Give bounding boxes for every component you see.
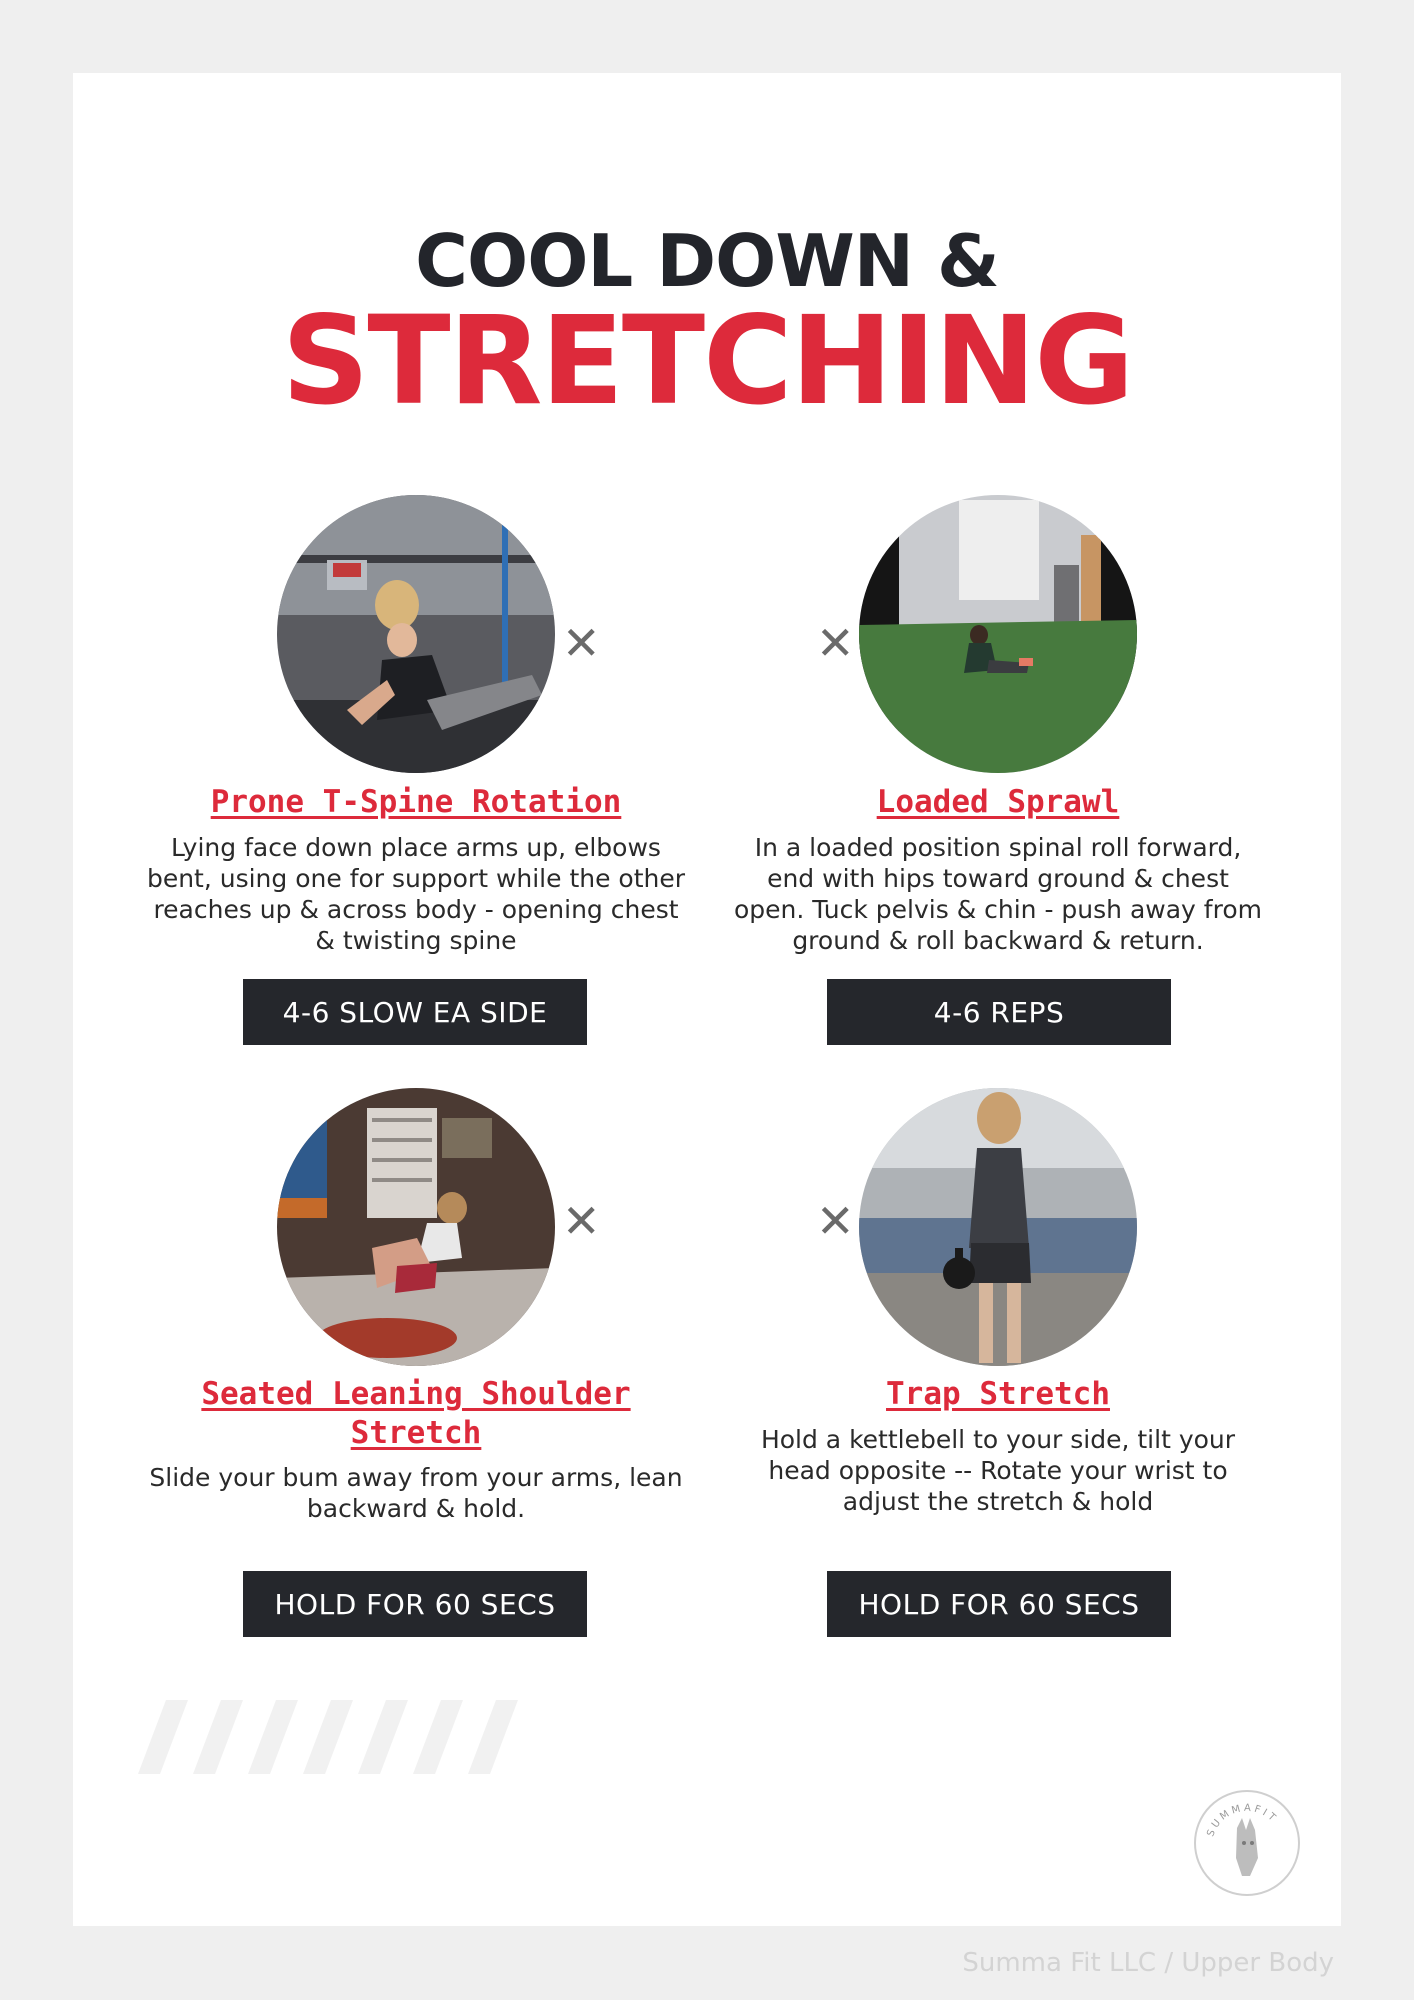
exercise-description: Lying face down place arms up, elbows bent, using one for support while the other reaches up & across body - opening chest & twisting spine xyxy=(146,833,686,955)
close-icon[interactable]: ✕ xyxy=(816,616,855,670)
footer-text: Summa Fit LLC / Upper Body xyxy=(962,1948,1334,1978)
exercise-prescription-badge: 4-6 REPS xyxy=(827,979,1171,1045)
title-line-1: COOL DOWN & xyxy=(415,219,999,303)
exercise-photo-seated-shoulder-stretch xyxy=(277,1088,555,1366)
logo-text: SUMMAFIT xyxy=(1205,1802,1280,1839)
exercise-title: Seated Leaning Shoulder Stretch xyxy=(201,1376,631,1451)
close-icon[interactable]: ✕ xyxy=(562,616,601,670)
exercise-prescription-badge: HOLD FOR 60 SECS xyxy=(243,1571,587,1637)
close-icon[interactable]: ✕ xyxy=(562,1194,601,1248)
exercise-prescription-badge: HOLD FOR 60 SECS xyxy=(827,1571,1171,1637)
exercise-photo-prone-t-spine xyxy=(277,495,555,773)
title-line-2: STRETCHING xyxy=(281,290,1133,432)
exercise-photo-loaded-sprawl xyxy=(859,495,1137,773)
exercise-description: Hold a kettlebell to your side, tilt your head opposite -- Rotate your wrist to adjust the stretch & hold xyxy=(760,1425,1236,1516)
exercise-description: In a loaded position spinal roll forward, end with hips toward ground & chest open. Tuck pelvis & chin - push away from ground & roll backward & return. xyxy=(734,833,1262,955)
summafit-logo xyxy=(1192,1788,1302,1903)
exercise-title: Trap Stretch xyxy=(886,1376,1110,1412)
exercise-photo-trap-stretch xyxy=(859,1088,1137,1366)
exercise-title: Prone T-Spine Rotation xyxy=(210,784,622,820)
exercise-description: Slide your bum away from your arms, lean backward & hold. xyxy=(149,1463,683,1523)
decorative-stripes xyxy=(138,1700,518,1774)
exercise-prescription-badge: 4-6 SLOW EA SIDE xyxy=(243,979,587,1045)
exercise-title: Loaded Sprawl xyxy=(876,784,1120,820)
close-icon[interactable]: ✕ xyxy=(816,1194,855,1248)
